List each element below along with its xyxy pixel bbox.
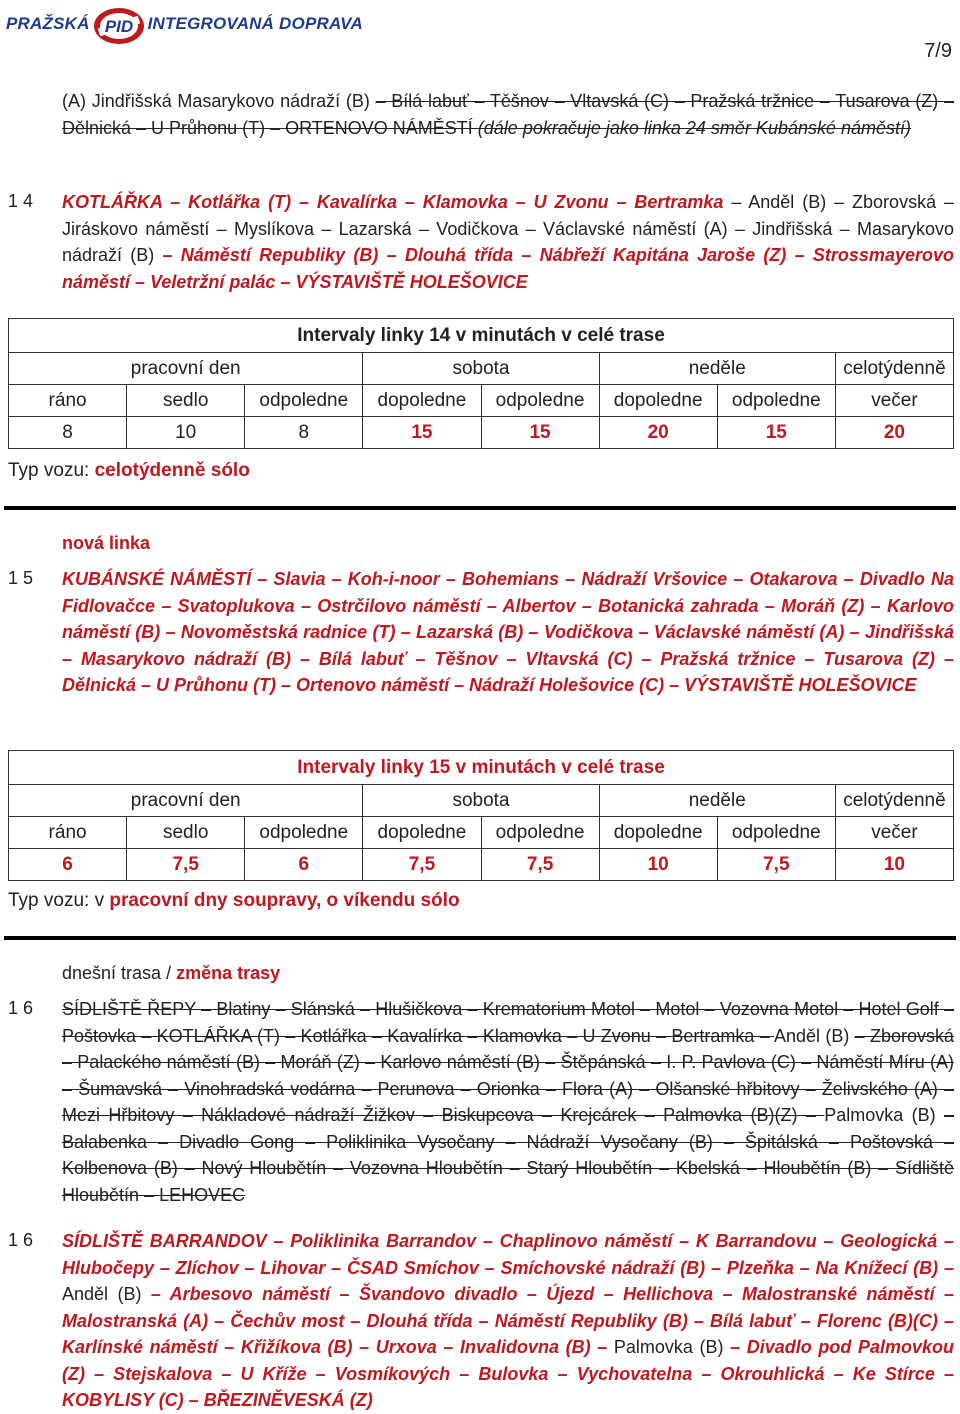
line-16-new-route — [62, 1228, 954, 1414]
table-15-group: pracovní den — [9, 785, 363, 817]
line-16-new-number: 1 6 — [8, 1230, 34, 1250]
line-14-route-part-1: KOTLÁŘKA – Kotlářka (T) – Kavalírka – Klamovka – U Zvonu – Bertramka — [62, 192, 724, 212]
line-14-route-part-3: – Náměstí Republiky (B) – Dlouhá třída – Nábřeží Kapitána Jaroše (Z) – Strossmayerovo náměstí – Veletržní palác – VÝSTAVIŠTĚ HOLEŠOVICE — [62, 245, 954, 292]
table-15-period: ráno — [9, 817, 127, 849]
line-14-interval-table — [8, 318, 954, 449]
table-15-period: odpoledne — [245, 817, 363, 849]
pid-logo-icon — [92, 2, 146, 46]
old-route-part: Palmovka (B) — [824, 1105, 944, 1125]
page-number: 7/9 — [924, 40, 952, 62]
table-14-value: 20 — [599, 417, 717, 449]
table-15-period: dopoledne — [599, 817, 717, 849]
table-14-value: 20 — [835, 417, 953, 449]
line-16-change-header — [62, 960, 954, 987]
table-15-title: Intervaly linky 15 v minutách v celé trase — [9, 751, 954, 785]
logo-badge-text: PID — [104, 17, 133, 36]
table-14-group: pracovní den — [9, 353, 363, 385]
table-14-period: sedlo — [127, 385, 245, 417]
new-route-part: Palmovka (B) — [613, 1337, 731, 1357]
old-route-part: Anděl (B) — [774, 1025, 855, 1046]
section-divider — [4, 506, 956, 510]
table-14-value: 15 — [363, 417, 481, 449]
vehicle-type-label: Typ vozu: — [8, 460, 95, 481]
table-15-period: odpoledne — [481, 817, 599, 849]
vehicle-type-value: celotýdenně sólo — [94, 460, 250, 481]
table-14-group: neděle — [599, 353, 835, 385]
table-15-value: 6 — [9, 849, 127, 881]
table-15-value: 7,5 — [717, 849, 835, 881]
table-15-group: celotýdenně — [835, 785, 953, 817]
table-15-period: dopoledne — [363, 817, 481, 849]
table-14-period: dopoledne — [599, 385, 717, 417]
line-14-route-part-2: – Anděl (B) – Zborovská – Jiráskovo náměstí – Myslíkova – Lazarská – Vodičkova – Václavské náměstí (A) – Jindřišská – Masarykovo nádraží (B) — [62, 192, 954, 265]
table-14-value: 8 — [245, 417, 363, 449]
section-divider — [4, 936, 956, 940]
table-14-value: 15 — [481, 417, 599, 449]
pid-logo — [6, 2, 363, 46]
intro-part-1: (A) Jindřišská Masarykovo nádraží (B) — [62, 91, 376, 111]
table-15-group: sobota — [363, 785, 599, 817]
vehicle-type-label: Typ vozu: v — [8, 890, 110, 911]
new-route-part: Anděl (B) — [62, 1284, 151, 1304]
table-14-value: 8 — [9, 417, 127, 449]
line-15-number: 1 5 — [8, 568, 34, 588]
table-14-period: večer — [835, 385, 953, 417]
table-15-value: 7,5 — [481, 849, 599, 881]
intro-part-2: – Bílá labuť – Těšnov – Vltavská (C) – Pražská tržnice – Tusarova (Z) – Dělnická – U Průhonu (T) – ORTENOVO NÁMĚSTÍ — [62, 91, 954, 138]
table-15-period: večer — [835, 817, 953, 849]
old-route-part: SÍDLIŠTĚ ŘEPY – Blatiny – Slánská – Hlušičkova – Krematorium Motol – Motol – Vozovna Motol – Hotel Golf – Poštovka – KOTLÁŘKA (T) – Kotlářka – Kavalírka – Klamovka – U Zvonu – Bertramka – — [62, 999, 954, 1046]
line-15-route: KUBÁNSKÉ NÁMĚSTÍ – Slavia – Koh-i-noor – Bohemians – Nádraží Vršovice – Otakarova – Divadlo Na Fidlovačce – Svatoplukova – Ostrčilovo náměstí – Albertov – Botanická zahrada – Moráň (Z) – Karlovo náměstí (B) – Novoměstská radnice (T) – Lazarská (B) – Vodičkova – Václavské náměstí (A) – Jindřišská – Masarykovo nádraží (B) – Bílá labuť – Těšnov – Vltavská (C) – Pražská tržnice – Tusarova (Z) – Dělnická – U Průhonu (T) – Ortenovo náměstí – Nádraží Holešovice (C) – VÝSTAVIŠTĚ HOLEŠOVICE — [62, 569, 954, 695]
old-route-part: – Zborovská – Palackého náměstí (B) – Moráň (Z) – Karlovo náměstí (B) – Štěpánská – I. P. Pavlova (C) – Náměstí Míru (A) – Šumavská – Vinohradská vodárna – Perunova – Orionka – Flora (A) – Olšanské hřbitovy – Želivského (A) – Mezi Hřbitovy – Nákladové nádraží Žižkov – Biskupcova – Krejcárek – Palmovka (B)(Z) – — [62, 1025, 954, 1125]
table-15-period: odpoledne — [717, 817, 835, 849]
table-15-group: neděle — [599, 785, 835, 817]
table-15-value: 10 — [835, 849, 953, 881]
table-14-group: sobota — [363, 353, 599, 385]
table-15-value: 6 — [245, 849, 363, 881]
logo-right-text: INTEGROVANÁ DOPRAVA — [147, 14, 363, 33]
vehicle-type-value: pracovní dny soupravy, o víkendu sólo — [109, 890, 460, 911]
table-14-value: 15 — [717, 417, 835, 449]
new-line-label: nová linka — [62, 533, 151, 553]
intro-part-3: (dále pokračuje jako linka 24 směr Kubánské náměstí) — [477, 117, 912, 138]
table-14-group: celotýdenně — [835, 353, 953, 385]
new-route-part: SÍDLIŠTĚ BARRANDOV – Poliklinika Barrandov – Chaplinovo náměstí – K Barrandovu – Geologická – Hlubočepy – Zlíchov – Lihovar – ČSAD Smíchov – Smíchovské nádraží (B) – Plzeňka – Na Knížecí (B) – — [62, 1231, 954, 1278]
current-route-label: dnešní trasa / — [62, 963, 177, 983]
logo-left-text: PRAŽSKÁ — [6, 14, 90, 33]
table-15-period: sedlo — [127, 817, 245, 849]
table-14-period: odpoledne — [481, 385, 599, 417]
new-route-part: – Divadlo pod Palmovkou (Z) – Stejskalova – U Kříže – Vosmíkových – Bulovka – Vychovatelna – Okrouhlická – Ke Stírce – KOBYLISY (C) – BŘEZINĚVESKÁ (Z) — [62, 1337, 954, 1410]
intro-route-text — [62, 88, 954, 141]
table-14-period: dopoledne — [363, 385, 481, 417]
line-14-vehicle-type — [8, 460, 250, 482]
table-15-value: 10 — [599, 849, 717, 881]
table-14-title: Intervaly linky 14 v minutách v celé trase — [9, 319, 954, 353]
table-14-period: odpoledne — [245, 385, 363, 417]
new-route-part: – Arbesovo náměstí – Švandovo divadlo – Újezd – Hellichova – Malostranské náměstí – Malostranská (A) – Čechův most – Dlouhá třída – Náměstí Republiky (B) – Bílá labuť – Florenc (B)(C) – Karlínské náměstí – Křižíkova (B) – Urxova – Invalidovna (B) – — [62, 1284, 954, 1357]
route-change-label: změna trasy — [176, 963, 281, 983]
line-15-vehicle-type — [8, 890, 460, 912]
table-15-value: 7,5 — [363, 849, 481, 881]
line-16-old-number: 1 6 — [8, 998, 34, 1018]
line-16-old-route — [62, 996, 954, 1208]
table-14-period: odpoledne — [717, 385, 835, 417]
line-14-number: 1 4 — [8, 191, 34, 211]
line-14-route — [62, 189, 954, 295]
line-15-interval-table — [8, 750, 954, 881]
old-route-part: – Balabenka – Divadlo Gong – Poliklinika Vysočany – Nádraží Vysočany (B) – Špitálská – Poštovská – Kolbenova (B) – Nový Hloubětín – Vozovna Hloubětín – Starý Hloubětín – Kbelská – Hloubětín (B) – Sídliště Hloubětín – LEHOVEC — [62, 1105, 955, 1205]
table-15-value: 7,5 — [127, 849, 245, 881]
table-14-value: 10 — [127, 417, 245, 449]
table-14-period: ráno — [9, 385, 127, 417]
